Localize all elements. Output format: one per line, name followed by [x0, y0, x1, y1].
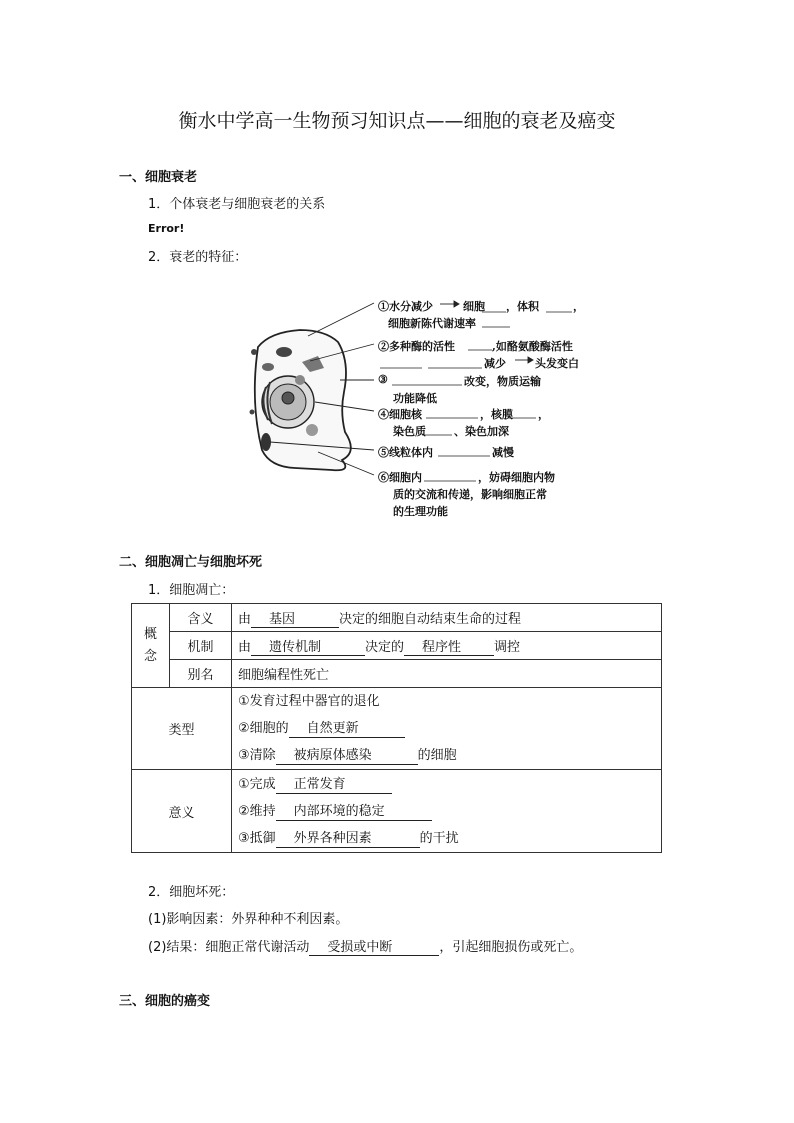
diagram-label-2c: 减少 [484, 357, 506, 370]
diagram-label-4c: ， [538, 408, 549, 421]
text-pre: ③抵御 [238, 830, 276, 846]
concept-label-1: 概 [143, 626, 157, 642]
page-title: 衡水中学高一生物预习知识点——细胞的衰老及癌变 [178, 110, 616, 132]
text-pre: ③清除 [238, 748, 276, 763]
fill-text: 遗传机制 [269, 639, 322, 655]
fill-text: 外界各种因素 [293, 830, 372, 846]
types-label: 类型 [132, 688, 232, 770]
diagram-label-6d: 的生理功能 [393, 505, 448, 518]
row-key-meaning: 含义 [170, 604, 232, 632]
apoptosis-table [131, 603, 662, 853]
type-item [238, 715, 655, 742]
diagram-label-1c: ，体积 [506, 300, 539, 313]
fill-text: 内部环境的稳定 [293, 803, 385, 819]
text-mid: 决定的 [365, 639, 405, 655]
text-pre: ①完成 [238, 776, 276, 792]
item-1-2: 2．衰老的特征： [148, 250, 248, 265]
fill-answer [276, 777, 392, 794]
fill-answer [276, 804, 432, 821]
meaning-item [238, 825, 655, 852]
text-pre: ②细胞的 [238, 721, 289, 736]
diagram-label-3b: 改变，物质运输 [464, 375, 541, 388]
table-row [132, 632, 662, 660]
text-post: 调控 [494, 639, 521, 655]
fill-answer [289, 721, 405, 738]
error-text: Error! [148, 222, 185, 235]
diagram-label-4b: ，核膜 [480, 408, 513, 421]
fill-text: 受损或中断 [327, 940, 393, 955]
fill-answer [309, 936, 439, 956]
fill-text: 程序性 [422, 639, 462, 655]
fill-answer [404, 636, 494, 656]
row-value-mechanism [232, 632, 662, 660]
text-pre: ②维持 [238, 803, 276, 819]
row-key-mechanism: 机制 [170, 632, 232, 660]
concept-label-2: 念 [143, 648, 157, 664]
diagram-label-1a: ①水分减少 [378, 300, 433, 313]
item-2-2: 2．细胞坏死： [148, 885, 235, 900]
fill-text: 正常发育 [293, 776, 346, 792]
table-row [132, 688, 662, 770]
type-item [238, 742, 655, 769]
text-pre: (2)结果：细胞正常代谢活动 [148, 940, 310, 955]
diagram-label-2d: 头发变白 [535, 357, 579, 370]
row-value-meaning [232, 604, 662, 632]
diagram-label-4e: 、染色加深 [454, 425, 509, 438]
diagram-label-6c: 质的交流和传递，影响细胞正常 [393, 488, 547, 501]
fill-text: 被病原体感染 [293, 748, 372, 763]
section-2-heading: 二、细胞凋亡与细胞坏死 [119, 555, 263, 570]
concept-label-cell [132, 604, 170, 688]
text-pre: ①发育过程中器官的退化 [238, 694, 380, 709]
diagram-label-5a: ⑤线粒体内 [378, 446, 433, 459]
row-key-alias: 别名 [170, 660, 232, 688]
diagram-label-1b: 细胞 [463, 300, 485, 313]
item-1-1: 1．个体衰老与细胞衰老的关系 [148, 197, 326, 212]
fill-answer [276, 831, 420, 848]
fill-answer [276, 748, 418, 765]
diagram-label-2a: ②多种酶的活性 [378, 340, 455, 353]
text-pre: 由 [238, 611, 252, 627]
table-row [132, 604, 662, 632]
row-value-alias: 细胞编程性死亡 [232, 660, 662, 688]
table-row [132, 770, 662, 853]
diagram-label-4a: ④细胞核 [378, 408, 422, 421]
section-1-heading: 一、细胞衰老 [119, 170, 198, 185]
diagram-label-6a: ⑥细胞内 [378, 471, 422, 484]
meaning-label: 意义 [132, 770, 232, 853]
text-pre: 由 [238, 639, 252, 655]
item-2-1: 1．细胞凋亡： [148, 583, 235, 598]
table-row [132, 660, 662, 688]
meaning-item [238, 771, 655, 798]
fill-text: 自然更新 [306, 721, 359, 736]
fill-text: 基因 [269, 611, 296, 627]
text-post: 的细胞 [417, 748, 457, 763]
meaning-list [232, 770, 662, 853]
diagram-label-3c: 功能降低 [393, 392, 437, 405]
meaning-item [238, 798, 655, 825]
text-post: 的干扰 [419, 830, 459, 846]
fill-answer [251, 608, 339, 628]
necrosis-factors: (1)影响因素：外界种种不利因素。 [148, 912, 349, 927]
text-post: ，引起细胞损伤或死亡。 [439, 940, 583, 955]
necrosis-result [148, 936, 582, 956]
diagram-label-3a: ③ [378, 373, 388, 386]
cell-drawing [250, 330, 351, 470]
diagram-label-6b: ，妨碍细胞内物 [478, 471, 555, 484]
diagram-label-2b: ,如酪氨酸酶活性 [492, 340, 573, 353]
text-post: 决定的细胞自动结束生命的过程 [339, 611, 522, 627]
diagram-label-1d: ， [573, 300, 584, 313]
types-list [232, 688, 662, 770]
diagram-label-1e: 细胞新陈代谢速率 [388, 317, 476, 330]
section-3-heading: 三、细胞的癌变 [119, 994, 211, 1009]
diagram-label-4d: 染色质 [393, 425, 426, 438]
diagram-label-5b: 减慢 [492, 446, 514, 459]
fill-answer [251, 636, 365, 656]
type-item [238, 688, 655, 715]
